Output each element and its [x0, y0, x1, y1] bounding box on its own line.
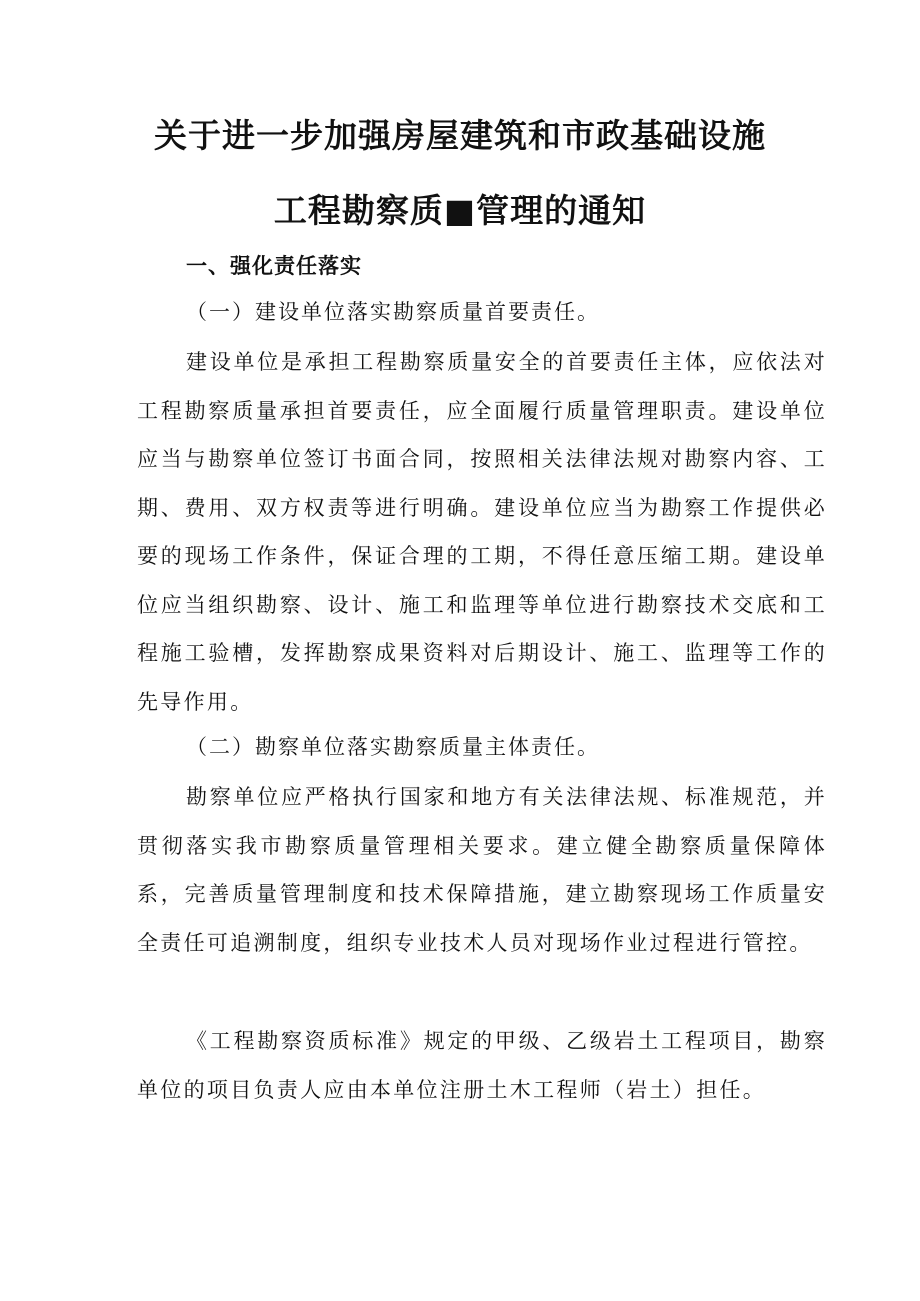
- paragraph-qualification-standard: 《工程勘察资质标准》规定的甲级、乙级岩土工程项目，勘察单位的项目负责人应由本单位注册土木工程师（岩土）担任。: [137, 1029, 827, 1102]
- subsection-heading-1: （一）建设单位落实勘察质量首要责任。: [186, 300, 600, 324]
- paragraph-construction-unit: 建设单位是承担工程勘察质量安全的首要责任主体，应依法对工程勘察质量承担首要责任，应全面履行质量管理职责。建设单位应当与勘察单位签订书面合同，按照相关法律法规对勘察内容、工期、费用、双方权责等进行明确。建设单位应当为勘察工作提供必要的现场工作条件，保证合理的工期，不得任意压缩工期。建设单位应当组织勘察、设计、施工和监理等单位进行勘察技术交底和工程施工验槽，发挥勘察成果资料对后期设计、施工、监理等工作的先导作用。: [137, 350, 827, 714]
- section-heading: 一、强化责任落实: [186, 254, 362, 278]
- document-title-line-1: 关于进一步加强房屋建筑和市政基础设施: [154, 116, 766, 155]
- subsection-heading-2: （二）勘察单位落实勘察质量主体责任。: [186, 735, 600, 759]
- paragraph-survey-unit: 勘察单位应严格执行国家和地方有关法律法规、标准规范，并贯彻落实我市勘察质量管理相关要求。建立健全勘察质量保障体系，完善质量管理制度和技术保障措施，建立勘察现场工作质量安全责任可追溯制度，组织专业技术人员对现场作业过程进行管控。: [137, 785, 827, 955]
- document-title-line-2: 工程勘察质■管理的通知: [273, 191, 647, 230]
